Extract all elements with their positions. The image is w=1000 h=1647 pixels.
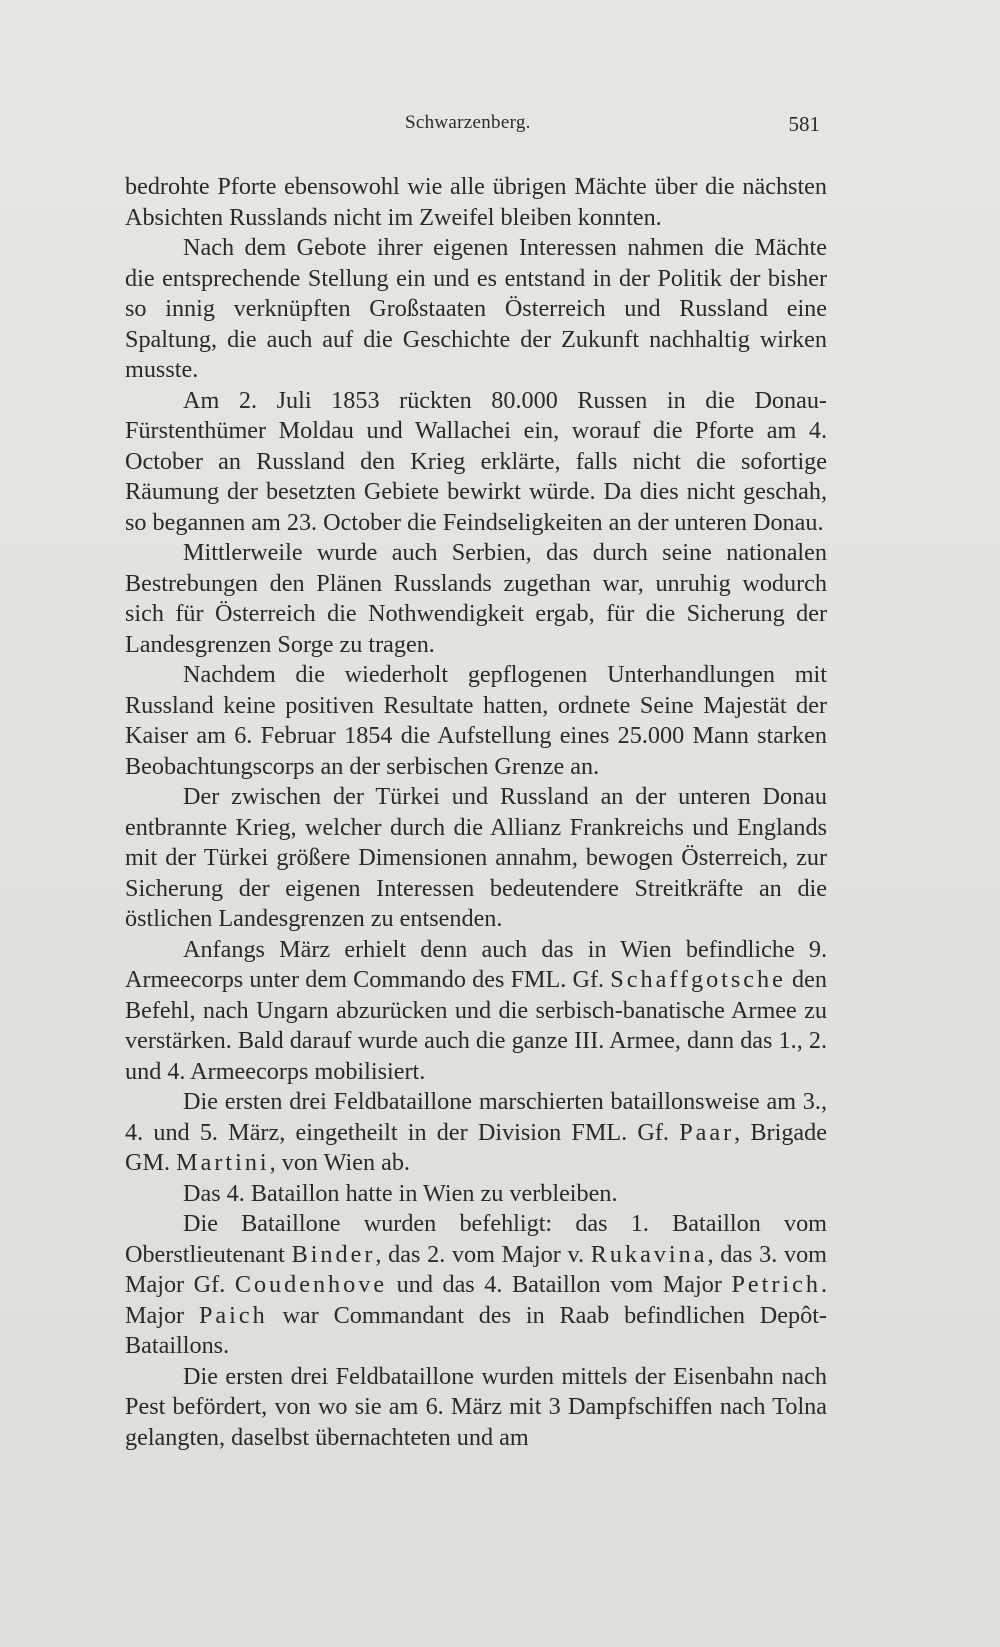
text-run: , das 2. vom Major v.: [375, 1240, 591, 1268]
text-run: Die Bataillone wurden befehligt: das 1. Bataillon vom Oberstlieutenant: [125, 1210, 827, 1268]
spaced-name: Schaffgotsche: [610, 966, 786, 993]
text-run: Nachdem die wiederholt gepflogenen Unterhandlungen mit Russland keine positiven Resultate hatten, ordnete Seine Majestät der Kaiser am 6. Februar 1854 die Aufstellung eines 25.000 Mann starken Beobachtungscorps an der serbischen Grenze an.: [125, 661, 827, 780]
text-run: , Brigade GM.: [125, 1118, 827, 1176]
text-run: Der zwischen der Türkei und Russland an der unteren Donau entbrannte Krieg, welcher durch die Allianz Frankreichs und Englands mit der Türkei größere Dimensionen annahm, bewogen Österreich, zur Sicherung der eigenen Interessen bedeutendere Streitkräfte an die östlichen Landesgrenzen zu entsenden.: [125, 783, 827, 932]
paragraph: [125, 1087, 827, 1179]
text-run: Die ersten drei Feldbataillone wurden mittels der Eisenbahn nach Pest befördert, von wo sie am 6. März mit 3 Dampfschiffen nach Tolna gelangten, daselbst übernachteten und am: [125, 1362, 827, 1451]
paragraph: [125, 1179, 827, 1210]
paragraph: [125, 782, 827, 935]
text-run: Mittlerweile wurde auch Serbien, das durch seine nationalen Bestrebungen den Plänen Russlands zugethan war, unruhig wodurch sich für Österreich die Nothwendigkeit ergab, für die Sicherung der Landesgrenzen Sorge zu tragen.: [125, 539, 827, 658]
text-run: Das 4. Bataillon hatte in Wien zu verbleiben.: [183, 1179, 618, 1207]
paragraph: [125, 935, 827, 1088]
paragraph: [125, 660, 827, 782]
body-text: [125, 172, 827, 1453]
text-run: , von Wien ab.: [269, 1149, 410, 1176]
spaced-name: Martini: [176, 1149, 270, 1176]
text-run: bedrohte Pforte ebensowohl wie alle übrigen Mächte über die nächsten Absichten Russlands nicht im Zweifel bleiben konnten.: [125, 173, 827, 231]
text-run: . Major: [125, 1271, 828, 1329]
spaced-name: Paar: [679, 1118, 735, 1146]
paragraph: [125, 386, 827, 539]
paragraph: [125, 1209, 827, 1362]
spaced-name: Petrich: [731, 1271, 821, 1298]
text-run: , das 3. vom Major Gf.: [125, 1240, 827, 1298]
spaced-name: Paich: [198, 1301, 268, 1329]
text-run: Nach dem Gebote ihrer eigenen Interessen nahmen die Mächte die entsprechende Stellung ein und es entstand in der Politik der bisher so innig verknüpften Großstaaten Österreich und Russland eine Spaltung, die auch auf die Geschichte der Zukunft nachhaltig wirken musste.: [125, 234, 827, 383]
text-run: den Befehl, nach Ungarn abzurücken und die serbisch-banatische Armee zu verstärken. Bald darauf wurde auch die ganze III. Armee, dann das 1., 2. und 4. Armeecorps mobilisiert.: [125, 966, 827, 1085]
running-header-title: Schwarzenberg.: [405, 112, 531, 133]
paragraph: [125, 172, 827, 233]
spaced-name: Rukavina: [590, 1240, 708, 1268]
text-run: Am 2. Juli 1853 rückten 80.000 Russen in die Donau-Fürstenthümer Moldau und Wallachei ein, worauf die Pforte am 4. October an Russland den Krieg erklärte, falls nicht die sofortige Räumung der besetzten Gebiete bewirkt würde. Da dies nicht geschah, so begannen am 23. October die Feindseligkeiten an der unteren Donau.: [125, 386, 827, 536]
paragraph: [125, 1362, 827, 1454]
paragraph: [125, 233, 827, 386]
paragraph: [125, 538, 827, 660]
spaced-name: Coudenhove: [234, 1271, 388, 1298]
text-run: Die ersten drei Feldbataillone marschierten bataillonsweise am 3., 4. und 5. März, eingetheilt in der Division FML. Gf.: [125, 1088, 827, 1146]
running-header: [125, 112, 820, 142]
text-run: war Commandant des in Raab befindlichen Depôt-Bataillons.: [125, 1301, 827, 1359]
text-run: und das 4. Bataillon vom Major: [387, 1271, 732, 1298]
page-number: 581: [788, 112, 820, 136]
spaced-name: Binder: [291, 1240, 376, 1268]
text-run: Anfangs März erhielt denn auch das in Wien befindliche 9. Armeecorps unter dem Commando des FML. Gf.: [125, 935, 827, 993]
